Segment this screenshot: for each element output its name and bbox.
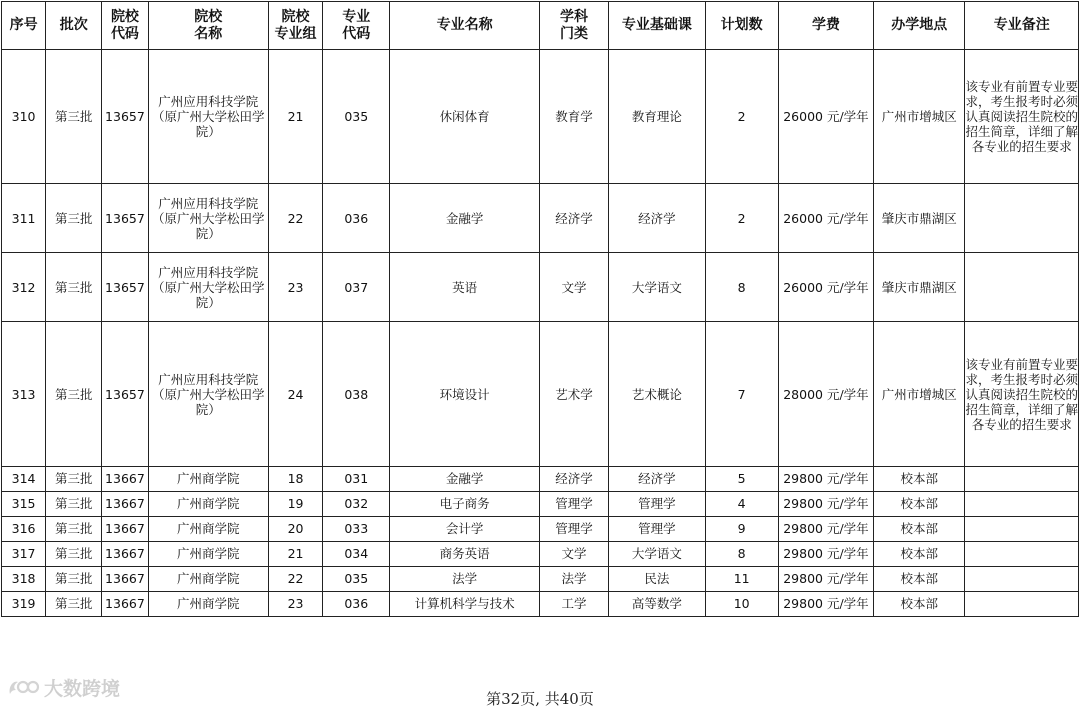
header-school-code (102, 2, 148, 50)
cell-tuition (778, 542, 873, 567)
cell-school-code: 13657 (102, 50, 148, 184)
header-text: 代码 (110, 25, 139, 42)
cell-school-code: 13657 (102, 253, 148, 322)
cell-seq: 318 (2, 567, 46, 592)
table-row (2, 517, 1079, 542)
cell-major-name: 金融学 (390, 184, 540, 253)
cell-batch: 第三批 (46, 492, 102, 517)
cell-campus-location: 校本部 (874, 492, 965, 517)
cell-major-code: 036 (323, 184, 390, 253)
cell-batch: 第三批 (46, 184, 102, 253)
cell-base-course: 管理学 (609, 517, 705, 542)
cell-batch: 第三批 (46, 253, 102, 322)
cell-campus-location: 校本部 (874, 467, 965, 492)
cell-major-name: 计算机科学与技术 (390, 592, 540, 617)
cell-major-code: 031 (323, 467, 390, 492)
header-plan-count (705, 2, 778, 50)
tuition-unit: 元/学年 (826, 521, 869, 536)
header-text: 院校 (110, 8, 139, 25)
cell-major-name: 金融学 (390, 467, 540, 492)
header-text: 代码 (342, 25, 371, 42)
cell-major-remark (965, 184, 1079, 253)
cell-major-code: 035 (323, 567, 390, 592)
table-body (2, 50, 1079, 617)
table-row (2, 50, 1079, 184)
cell-campus-location: 校本部 (874, 567, 965, 592)
cell-campus-location: 肇庆市鼎湖区 (874, 253, 965, 322)
cell-school-code: 13667 (102, 467, 148, 492)
header-text: 办学地点 (891, 17, 948, 33)
cell-campus-location: 广州市增城区 (874, 322, 965, 467)
cell-discipline: 法学 (539, 567, 608, 592)
cell-school-code: 13667 (102, 592, 148, 617)
cell-seq: 312 (2, 253, 46, 322)
cell-major-remark (965, 467, 1079, 492)
cell-school-name: 广州商学院 (148, 542, 268, 567)
cell-major-remark (965, 592, 1079, 617)
table-row (2, 322, 1079, 467)
cell-seq: 319 (2, 592, 46, 617)
cell-batch: 第三批 (46, 517, 102, 542)
header-school-name (148, 2, 268, 50)
cell-school-name: 广州应用科技学院（原广州大学松田学院） (148, 322, 268, 467)
cell-major-name: 电子商务 (390, 492, 540, 517)
cell-discipline: 教育学 (539, 50, 608, 184)
cell-major-remark (965, 517, 1079, 542)
cell-major-name: 英语 (390, 253, 540, 322)
header-text: 计划数 (720, 17, 763, 33)
tuition-unit: 元/学年 (826, 471, 869, 486)
tuition-amount: 29800 (783, 496, 823, 511)
cell-school-group: 24 (268, 322, 322, 467)
header-text: 学费 (811, 17, 840, 33)
cell-major-name: 法学 (390, 567, 540, 592)
header-base-course (609, 2, 705, 50)
page-footer: 第32页, 共40页 (486, 690, 594, 708)
cell-major-code: 037 (323, 253, 390, 322)
cell-discipline: 文学 (539, 542, 608, 567)
cell-school-group: 18 (268, 467, 322, 492)
cell-school-name: 广州商学院 (148, 592, 268, 617)
cell-plan-count: 7 (705, 322, 778, 467)
cell-major-remark: 该专业有前置专业要求，考生报考时必须认真阅读招生院校的招生简章，详细了解各专业的招生要求 (965, 50, 1079, 184)
cell-tuition (778, 184, 873, 253)
cell-major-name: 休闲体育 (390, 50, 540, 184)
cell-school-group: 20 (268, 517, 322, 542)
tuition-unit: 元/学年 (826, 571, 869, 586)
cell-batch: 第三批 (46, 467, 102, 492)
cell-discipline: 经济学 (539, 184, 608, 253)
header-major-name (390, 2, 540, 50)
cell-base-course: 管理学 (609, 492, 705, 517)
cell-school-group: 23 (268, 592, 322, 617)
cell-seq: 310 (2, 50, 46, 184)
cell-discipline: 经济学 (539, 467, 608, 492)
admission-plan-table (1, 1, 1079, 617)
cell-major-name: 环境设计 (390, 322, 540, 467)
cell-major-remark: 该专业有前置专业要求，考生报考时必须认真阅读招生院校的招生简章，详细了解各专业的招生要求 (965, 322, 1079, 467)
cell-school-group: 21 (268, 542, 322, 567)
cell-discipline: 管理学 (539, 517, 608, 542)
header-text: 专业名称 (436, 17, 493, 33)
watermark-text: 大数跨境 (44, 677, 121, 700)
tuition-unit: 元/学年 (826, 596, 869, 611)
header-text: 专业基础课 (621, 17, 692, 33)
cell-base-course: 大学语文 (609, 542, 705, 567)
cell-plan-count: 2 (705, 184, 778, 253)
cell-school-name: 广州商学院 (148, 492, 268, 517)
header-seq (2, 2, 46, 50)
cell-school-name: 广州商学院 (148, 467, 268, 492)
cell-seq: 317 (2, 542, 46, 567)
cell-tuition (778, 567, 873, 592)
table-row (2, 542, 1079, 567)
cell-seq: 314 (2, 467, 46, 492)
tuition-unit: 元/学年 (826, 386, 869, 402)
cell-batch: 第三批 (46, 542, 102, 567)
cell-school-code: 13657 (102, 322, 148, 467)
cell-tuition (778, 322, 873, 467)
header-tuition (778, 2, 873, 50)
tuition-amount: 26000 (783, 109, 823, 124)
cell-discipline: 艺术学 (539, 322, 608, 467)
table-row (2, 567, 1079, 592)
cell-base-course: 经济学 (609, 184, 705, 253)
cell-plan-count: 11 (705, 567, 778, 592)
header-school-group (268, 2, 322, 50)
cell-major-remark (965, 492, 1079, 517)
cell-discipline: 工学 (539, 592, 608, 617)
cell-plan-count: 10 (705, 592, 778, 617)
cell-plan-count: 2 (705, 50, 778, 184)
cell-campus-location: 校本部 (874, 542, 965, 567)
table-header-row (2, 2, 1079, 50)
cell-base-course: 大学语文 (609, 253, 705, 322)
header-text: 学科 (560, 8, 589, 25)
header-text: 专业备注 (993, 17, 1050, 33)
cell-batch: 第三批 (46, 592, 102, 617)
cell-plan-count: 8 (705, 253, 778, 322)
header-major-code (323, 2, 390, 50)
cell-school-group: 19 (268, 492, 322, 517)
cell-seq: 316 (2, 517, 46, 542)
cell-plan-count: 9 (705, 517, 778, 542)
tuition-unit: 元/学年 (826, 210, 869, 226)
cell-tuition (778, 517, 873, 542)
cell-major-code: 035 (323, 50, 390, 184)
cell-seq: 313 (2, 322, 46, 467)
cell-base-course: 民法 (609, 567, 705, 592)
header-text: 院校 (194, 8, 223, 25)
cell-base-course: 高等数学 (609, 592, 705, 617)
cell-major-code: 034 (323, 542, 390, 567)
tuition-amount: 29800 (783, 471, 823, 486)
cell-major-code: 036 (323, 592, 390, 617)
header-batch (46, 2, 102, 50)
cell-major-remark (965, 567, 1079, 592)
cell-school-name: 广州商学院 (148, 567, 268, 592)
cell-tuition (778, 50, 873, 184)
tuition-amount: 29800 (783, 596, 823, 611)
cell-school-group: 22 (268, 184, 322, 253)
header-discipline (539, 2, 608, 50)
cell-major-code: 033 (323, 517, 390, 542)
cell-batch: 第三批 (46, 322, 102, 467)
cell-major-code: 032 (323, 492, 390, 517)
cell-school-group: 23 (268, 253, 322, 322)
table-row (2, 184, 1079, 253)
header-campus-location (874, 2, 965, 50)
cell-plan-count: 8 (705, 542, 778, 567)
table-row (2, 467, 1079, 492)
cell-major-remark (965, 253, 1079, 322)
header-text: 专业 (342, 8, 371, 25)
cell-base-course: 艺术概论 (609, 322, 705, 467)
header-text: 门类 (560, 25, 589, 42)
cell-batch: 第三批 (46, 567, 102, 592)
cell-school-name: 广州应用科技学院（原广州大学松田学院） (148, 50, 268, 184)
header-text: 序号 (9, 17, 38, 33)
tuition-amount: 26000 (783, 279, 823, 295)
tuition-unit: 元/学年 (826, 109, 869, 124)
tuition-unit: 元/学年 (826, 279, 869, 295)
cell-base-course: 经济学 (609, 467, 705, 492)
cell-campus-location: 肇庆市鼎湖区 (874, 184, 965, 253)
cell-tuition (778, 253, 873, 322)
cell-tuition (778, 592, 873, 617)
cell-major-name: 会计学 (390, 517, 540, 542)
cell-seq: 315 (2, 492, 46, 517)
cell-plan-count: 5 (705, 467, 778, 492)
cell-base-course: 教育理论 (609, 50, 705, 184)
tuition-amount: 29800 (783, 546, 823, 561)
cell-discipline: 文学 (539, 253, 608, 322)
header-text: 名称 (194, 25, 223, 42)
header-text: 院校 (281, 8, 310, 25)
cell-school-group: 22 (268, 567, 322, 592)
tuition-amount: 29800 (783, 571, 823, 586)
table-row (2, 492, 1079, 517)
cell-batch: 第三批 (46, 50, 102, 184)
cell-school-code: 13667 (102, 567, 148, 592)
cell-school-code: 13667 (102, 542, 148, 567)
cell-school-code: 13667 (102, 517, 148, 542)
cell-campus-location: 校本部 (874, 517, 965, 542)
cell-major-name: 商务英语 (390, 542, 540, 567)
tuition-unit: 元/学年 (826, 546, 869, 561)
cell-major-remark (965, 542, 1079, 567)
cell-tuition (778, 467, 873, 492)
table-row (2, 592, 1079, 617)
tuition-unit: 元/学年 (826, 496, 869, 511)
tuition-amount: 26000 (783, 210, 823, 226)
cell-campus-location: 广州市增城区 (874, 50, 965, 184)
cell-school-code: 13657 (102, 184, 148, 253)
header-text: 批次 (59, 17, 88, 33)
cell-seq: 311 (2, 184, 46, 253)
cell-school-group: 21 (268, 50, 322, 184)
cell-school-name: 广州商学院 (148, 517, 268, 542)
cell-plan-count: 4 (705, 492, 778, 517)
table-row (2, 253, 1079, 322)
cell-campus-location: 校本部 (874, 592, 965, 617)
cell-major-code: 038 (323, 322, 390, 467)
cell-school-name: 广州应用科技学院（原广州大学松田学院） (148, 253, 268, 322)
header-major-remark (965, 2, 1079, 50)
cell-discipline: 管理学 (539, 492, 608, 517)
tuition-amount: 29800 (783, 521, 823, 536)
cell-school-code: 13667 (102, 492, 148, 517)
cell-tuition (778, 492, 873, 517)
header-text: 专业组 (274, 25, 317, 42)
cell-school-name: 广州应用科技学院（原广州大学松田学院） (148, 184, 268, 253)
tuition-amount: 28000 (783, 386, 823, 402)
